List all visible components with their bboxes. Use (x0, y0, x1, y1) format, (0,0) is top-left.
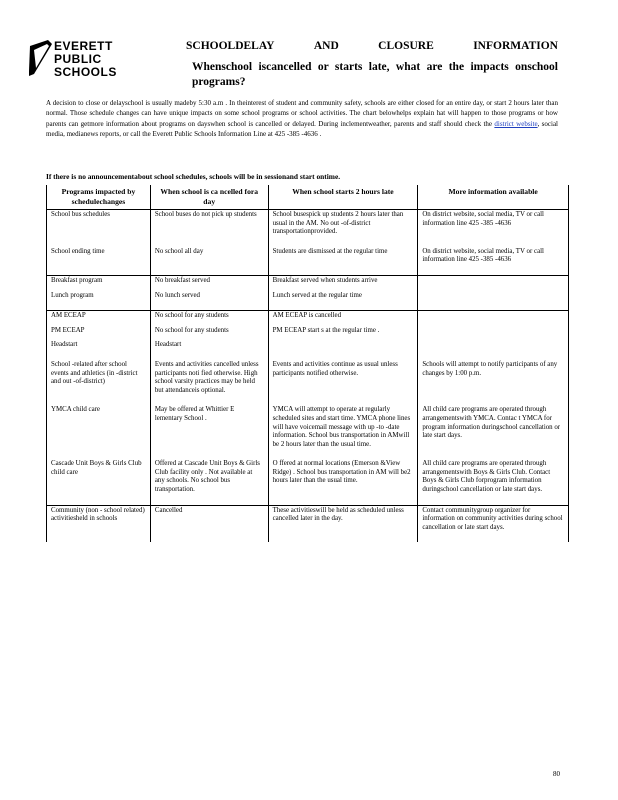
table-cell (268, 505, 418, 542)
page-number: 80 (553, 770, 560, 778)
table-row (47, 210, 569, 247)
logo-line-3: SCHOOLS (54, 65, 117, 79)
table-cell (47, 360, 151, 405)
logo-line-1: EVERETT (54, 39, 113, 53)
cell-text: Cancelled (154, 506, 183, 514)
cell-text: No school for any students (154, 326, 229, 334)
table-cell (150, 275, 268, 310)
table-cell (150, 210, 268, 247)
table-cell (47, 275, 151, 310)
cell-text: O ffered at normal locations (Emerson &View Ridge) . School bus transportation in AM will be2 hours later than the usual time. (272, 460, 411, 485)
intro-text-end: , social media, medianews reports, or call the Everett Public Schools Information Line at 425 -385 -4636 . (46, 119, 558, 138)
table-row (47, 311, 569, 360)
table-row (47, 459, 569, 505)
cell-text: All child care programs are operated through arrangementswith YMCA. Contac t YMCA for program information duringschool cancellation or late start days. (422, 406, 561, 440)
table-row (47, 505, 569, 542)
cell-text: On district website, social media, TV or call information line 425 -385 -4636 (422, 211, 544, 227)
cell-text: All child care programs are operated through arrangementswith Boys & Girls Club. Contact Boys & Girls Club forprogram information duringschool cancellation or late start days. (422, 460, 551, 494)
column-header: When school starts 2 hours late (268, 185, 418, 210)
table-cell (418, 275, 569, 310)
cell-text: School buses do not pick up students (154, 211, 257, 218)
intro-text: A decision to close or delayschool is usually madeby 5:30 a.m . In theinterest of student and community safety, schools are either closed for an entire day, or start 2 hours later than normal. Those schedule changes can have unique impacts on some school programs or school activities. The chart belowhelps explain hat will happen to those programs or how parents can getmore information about programs on dayswhen school is cancelled or delayed. During inclementweather, parents and staff should check the (46, 99, 558, 128)
table-cell (150, 405, 268, 459)
table-cell (150, 311, 268, 360)
table-cell (150, 360, 268, 405)
cell-text: No school for any students (154, 312, 229, 320)
page-subtitle: Whenschool iscancelled or starts late, what are the impacts onschool programs? (192, 61, 558, 88)
column-header: Programs impacted by schedulechanges (47, 185, 151, 210)
table-cell (47, 405, 151, 459)
cell-text: School -related after school events and athletics (in -district and out -of-district) (51, 360, 138, 386)
table-cell (268, 405, 418, 459)
page-title (186, 40, 558, 52)
cell-text: No breakfast served (154, 276, 210, 284)
table-cell (150, 247, 268, 276)
table-cell (418, 459, 569, 505)
table-cell (268, 210, 418, 247)
column-header: When school is ca ncelled fora day (150, 185, 268, 210)
column-header: More information available (418, 185, 569, 210)
cell-text: PM ECEAP start s at the regular time . (272, 326, 380, 334)
table-cell (47, 311, 151, 360)
table-cell (47, 459, 151, 505)
cell-text: Community (non - school related) activitiesheld in schools (51, 506, 145, 523)
program-impact-table (46, 185, 569, 542)
cell-text: No lunch served (154, 291, 201, 299)
table-cell (47, 505, 151, 542)
table-cell (418, 405, 569, 459)
district-website-link[interactable]: district website (494, 119, 538, 128)
table-cell (268, 275, 418, 310)
table-cell (150, 505, 268, 542)
table-cell (268, 459, 418, 505)
cell-text: Headstart (51, 341, 78, 349)
cell-text: Lunch served at the regular time (272, 291, 362, 299)
cell-text: School ending time (51, 247, 105, 255)
table-cell (418, 311, 569, 360)
title-word: CLOSURE (378, 40, 434, 52)
table-cell (268, 311, 418, 360)
table-row (47, 275, 569, 310)
table-cell (418, 360, 569, 405)
table-cell (268, 360, 418, 405)
cell-text: On district website, social media, TV or call information line 425 -385 -4636 (422, 247, 544, 264)
schedule-note: If there is no announcementabout school schedules, schools will be in sessionand start ontime. (46, 172, 341, 181)
cell-text: School busespick up students 2 hours later than usual in the AM. No out -of-district transportationprovided. (272, 211, 404, 236)
cell-text: May be offered at Whittier E lementary School . (154, 406, 235, 422)
pencil-logo-icon (28, 38, 54, 78)
cell-text: PM ECEAP (51, 326, 85, 334)
table-cell (418, 505, 569, 542)
cell-text: Headstart (154, 341, 182, 349)
district-logo (28, 38, 158, 82)
cell-text: Events and activities continue as usual unless participants notified otherwise. (272, 360, 398, 377)
table-row (47, 405, 569, 459)
cell-text: Breakfast served when students arrive (272, 276, 378, 284)
cell-text: Cascade Unit Boys & Girls Club child care (51, 460, 142, 476)
title-word: SCHOOLDELAY (186, 40, 275, 52)
cell-text: Students are dismissed at the regular time (272, 247, 388, 255)
table-row (47, 247, 569, 276)
table-header-row (47, 185, 569, 210)
cell-text: These activitieswill be held as scheduled unless cancelled later in the day. (272, 506, 404, 523)
cell-text: Schools will attempt to notify participants of any changes by 1:00 p.m. (422, 360, 558, 377)
title-word: INFORMATION (473, 40, 558, 52)
cell-text: AM ECEAP (51, 312, 86, 320)
table-cell (268, 247, 418, 276)
table-cell (47, 210, 151, 247)
cell-text: AM ECEAP is cancelled (272, 312, 342, 320)
logo-line-2: PUBLIC (54, 52, 102, 66)
title-word: AND (313, 40, 339, 52)
cell-text: No school all day (154, 247, 204, 255)
table-cell (418, 247, 569, 276)
cell-text: YMCA child care (51, 406, 100, 414)
cell-text: Events and activities cancelled unless participants noti fied otherwise. High school varsity practices may be held but attendanceis optional. (154, 360, 259, 394)
table-cell (418, 210, 569, 247)
table-row (47, 360, 569, 405)
cell-text: Breakfast program (51, 276, 103, 284)
table-cell (150, 459, 268, 505)
intro-paragraph (46, 98, 558, 139)
cell-text: School bus schedules (51, 211, 110, 218)
table-body (47, 210, 569, 543)
table-cell (47, 247, 151, 276)
cell-text: Contact communitygroup organizer for information on community activities during school cancellation or late start days. (422, 506, 563, 531)
cell-text: Offered at Cascade Unit Boys & Girls Club facility only . Not available at any schools. No school bus transportation. (154, 460, 260, 494)
cell-text: Lunch program (51, 291, 94, 299)
cell-text: YMCA will attempt to operate at regularly scheduled sites and start time. YMCA phone lines will have voicemail message with up -to -date information. School bus transportation in AMwill be 2 hours later than the usual time. (272, 406, 411, 448)
